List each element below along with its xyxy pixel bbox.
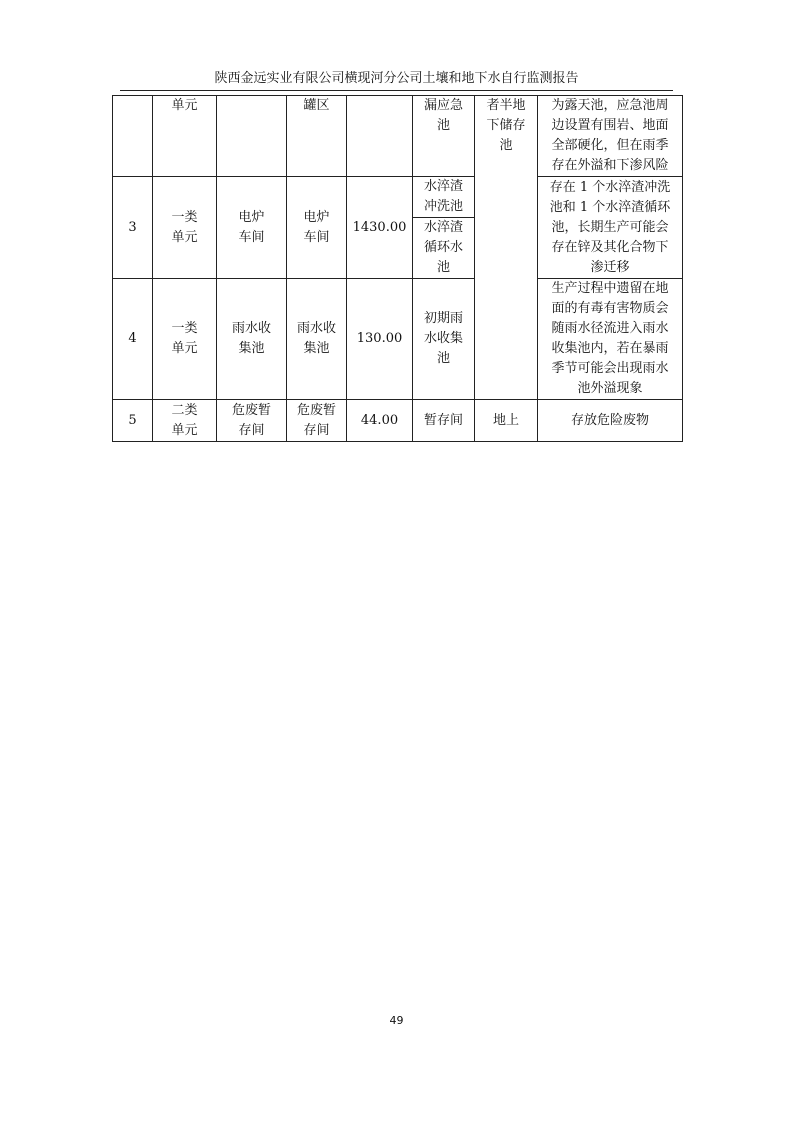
- location-cell: 者半地 下储存 池: [475, 96, 538, 400]
- risk-description-cell: 生产过程中遗留在地 面的有毒有害物质会 随雨水径流进入雨水 收集池内，若在暴雨 季节可能会出现雨水 池外溢现象: [538, 279, 683, 400]
- table-row: [113, 279, 683, 400]
- row-number-cell: 5: [113, 400, 153, 442]
- unit-type-cell: 单元: [153, 96, 217, 177]
- risk-description-cell: 为露天池，应急池周 边设置有围岩、地面 全部硬化，但在雨季 存在外溢和下渗风险: [538, 96, 683, 177]
- sub-facility-cell: 水淬渣 冲洗池: [413, 177, 475, 218]
- unit-type-cell: 一类 单元: [153, 279, 217, 400]
- sub-facility-cell: 初期雨 水收集 池: [413, 279, 475, 400]
- sub-facility-cell: 漏应急 池: [413, 96, 475, 177]
- area-name-cell: 雨水收 集池: [217, 279, 287, 400]
- table-row: [113, 96, 683, 177]
- area-value-cell: 130.00: [347, 279, 413, 400]
- header-rule: [120, 90, 673, 91]
- risk-description-cell: 存在 1 个水淬渣冲洗 池和 1 个水淬渣循环 池，长期生产可能会 存在锌及其化合物下 渗迁移: [538, 177, 683, 279]
- row-number-cell: 3: [113, 177, 153, 279]
- sub-facility-cell: 暂存间: [413, 400, 475, 442]
- area-name-cell: 危废暂 存间: [217, 400, 287, 442]
- area-name-cell: [217, 96, 287, 177]
- table-row: [113, 400, 683, 442]
- facility-cell: 雨水收 集池: [287, 279, 347, 400]
- unit-type-cell: 二类 单元: [153, 400, 217, 442]
- row-number-cell: [113, 96, 153, 177]
- area-value-cell: [347, 96, 413, 177]
- table-row: [113, 177, 683, 218]
- page-number: 49: [389, 1014, 404, 1027]
- location-cell: 地上: [475, 400, 538, 442]
- unit-type-cell: 一类 单元: [153, 177, 217, 279]
- risk-description-cell: 存放危险废物: [538, 400, 683, 442]
- facility-cell: 危废暂 存间: [287, 400, 347, 442]
- facility-cell: 罐区: [287, 96, 347, 177]
- area-value-cell: 44.00: [347, 400, 413, 442]
- area-name-cell: 电炉 车间: [217, 177, 287, 279]
- row-number-cell: 4: [113, 279, 153, 400]
- facility-cell: 电炉 车间: [287, 177, 347, 279]
- area-value-cell: 1430.00: [347, 177, 413, 279]
- sub-facility-cell: 水淬渣 循环水 池: [413, 218, 475, 279]
- monitoring-units-table: [112, 95, 683, 442]
- report-header-title: 陕西金远实业有限公司横现河分公司土壤和地下水自行监测报告: [214, 71, 579, 86]
